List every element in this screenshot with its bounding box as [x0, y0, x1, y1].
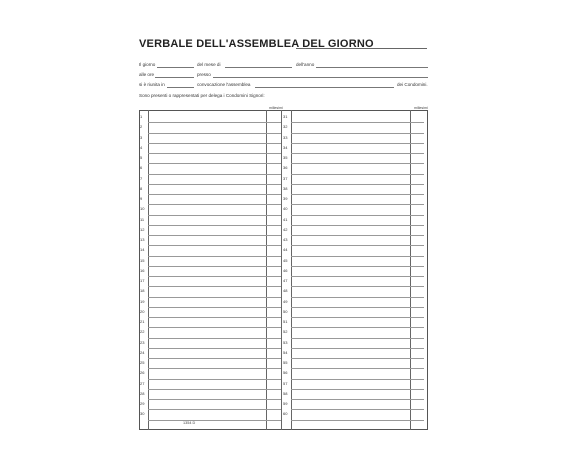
left-name-field[interactable] [148, 379, 266, 380]
right-name-field[interactable] [291, 317, 409, 318]
left-row-number: 13 [140, 237, 145, 242]
left-millesimi-field[interactable] [266, 133, 281, 134]
right-row-number: 38 [283, 185, 288, 191]
left-row-number: 8 [140, 185, 143, 191]
right-row-number: 32 [283, 124, 288, 130]
left-millesimi-field[interactable] [266, 276, 281, 277]
left-name-field[interactable] [148, 358, 266, 359]
left-millesimi-field[interactable] [266, 307, 281, 308]
left-name-field[interactable] [148, 163, 266, 164]
left-row-number: 26 [140, 370, 145, 376]
left-name-field[interactable] [148, 420, 266, 421]
right-millesimi-field[interactable] [409, 266, 424, 267]
right-name-field[interactable] [291, 338, 409, 339]
left-name-field[interactable] [148, 143, 266, 144]
right-row-number: 37 [283, 175, 288, 181]
left-millesimi-field[interactable] [266, 245, 281, 246]
fill-assemblea[interactable] [255, 87, 394, 88]
right-millesimi-field[interactable] [409, 133, 424, 134]
right-millesimi-field[interactable] [409, 368, 424, 369]
right-name-field[interactable] [291, 133, 409, 134]
left-millesimi-field[interactable] [266, 194, 281, 195]
right-millesimi-field[interactable] [409, 143, 424, 144]
left-name-field[interactable] [148, 194, 266, 195]
right-millesimi-field[interactable] [409, 358, 424, 359]
right-row-number: 46 [283, 267, 288, 273]
left-millesimi-field[interactable] [266, 420, 281, 421]
right-name-field[interactable] [291, 225, 409, 226]
left-row-number: 17 [140, 278, 145, 283]
right-millesimi-field[interactable] [409, 317, 424, 318]
fill-presso[interactable] [213, 77, 428, 78]
right-millesimi-field[interactable] [409, 215, 424, 216]
right-millesimi-field[interactable] [409, 256, 424, 257]
right-row-number: 36 [283, 165, 288, 171]
attendance-grid [139, 110, 428, 430]
fill-mese[interactable] [225, 67, 292, 68]
left-millesimi-field[interactable] [266, 317, 281, 318]
grid-divider-line [281, 110, 282, 430]
left-millesimi-field[interactable] [266, 122, 281, 123]
right-name-field[interactable] [291, 163, 409, 164]
left-row-number: 12 [140, 226, 145, 232]
left-millesimi-field[interactable] [266, 153, 281, 154]
left-millesimi-field[interactable] [266, 204, 281, 205]
right-name-field[interactable] [291, 379, 409, 380]
left-row-number: 18 [140, 288, 145, 294]
right-millesimi-field[interactable] [409, 420, 424, 421]
right-row-number: 40 [283, 206, 288, 212]
left-millesimi-field[interactable] [266, 409, 281, 410]
right-row-number: 54 [283, 349, 288, 355]
label-del-mese: del mese di [197, 62, 221, 67]
title-date-fill-line[interactable] [296, 48, 427, 49]
left-row-number: 14 [140, 247, 145, 253]
left-millesimi-field[interactable] [266, 225, 281, 226]
left-millesimi-field[interactable] [266, 379, 281, 380]
left-row-number: 27 [140, 380, 145, 386]
right-row-number: 41 [283, 216, 288, 222]
right-name-field[interactable] [291, 276, 409, 277]
left-row-number: 5 [140, 155, 143, 160]
right-name-field[interactable] [291, 409, 409, 410]
left-millesimi-field[interactable] [266, 215, 281, 216]
left-name-field[interactable] [148, 276, 266, 277]
right-row-number: 44 [283, 247, 288, 253]
left-row-number: 20 [140, 308, 145, 314]
left-row-number: 7 [140, 175, 143, 181]
right-millesimi-field[interactable] [409, 174, 424, 175]
left-row-number: 28 [140, 390, 145, 396]
right-millesimi-field[interactable] [409, 389, 424, 390]
left-name-field[interactable] [148, 307, 266, 308]
left-row-number: 16 [140, 267, 145, 273]
form-code: 1354 D [183, 421, 196, 425]
right-row-number: 47 [283, 278, 288, 283]
right-name-field[interactable] [291, 307, 409, 308]
right-name-field[interactable] [291, 256, 409, 257]
right-name-field[interactable] [291, 143, 409, 144]
left-name-field[interactable] [148, 286, 266, 287]
left-name-field[interactable] [148, 399, 266, 400]
right-name-field[interactable] [291, 122, 409, 123]
label-sono-presenti: Sono presenti o rappresentati per delega i Condomini Signori: [139, 93, 265, 98]
right-row-number: 52 [283, 329, 288, 335]
right-millesimi-field[interactable] [409, 409, 424, 410]
fill-ore[interactable] [155, 77, 194, 78]
right-millesimi-field[interactable] [409, 184, 424, 185]
right-millesimi-field[interactable] [409, 194, 424, 195]
right-millesimi-field[interactable] [409, 379, 424, 380]
left-name-field[interactable] [148, 215, 266, 216]
right-row-number: 33 [283, 134, 288, 140]
left-name-field[interactable] [148, 389, 266, 390]
left-row-number: 15 [140, 257, 145, 263]
form-title: VERBALE DELL'ASSEMBLEA DEL GIORNO [139, 38, 374, 50]
left-millesimi-field[interactable] [266, 338, 281, 339]
left-row-number: 6 [140, 165, 143, 171]
right-row-number: 53 [283, 339, 288, 345]
right-name-field[interactable] [291, 358, 409, 359]
right-name-field[interactable] [291, 245, 409, 246]
right-row-number: 51 [283, 319, 288, 324]
left-name-field[interactable] [148, 338, 266, 339]
left-row-number: 30 [140, 411, 145, 417]
right-name-field[interactable] [291, 286, 409, 287]
right-row-number: 31 [283, 114, 288, 119]
left-millesimi-field[interactable] [266, 174, 281, 175]
left-row-number: 22 [140, 329, 145, 335]
fill-convocazione[interactable] [167, 87, 194, 88]
right-row-number: 42 [283, 226, 288, 232]
right-row-number: 48 [283, 288, 288, 294]
left-millesimi-field[interactable] [266, 143, 281, 144]
right-row-number: 55 [283, 360, 288, 365]
left-millesimi-head: millesimi [269, 106, 283, 110]
right-row-number: 34 [283, 144, 288, 150]
right-millesimi-field[interactable] [409, 235, 424, 236]
left-millesimi-field[interactable] [266, 256, 281, 257]
right-name-field[interactable] [291, 266, 409, 267]
right-row-number: 56 [283, 370, 288, 376]
left-name-field[interactable] [148, 297, 266, 298]
right-name-field[interactable] [291, 348, 409, 349]
grid-divider-line [291, 110, 292, 430]
right-millesimi-field[interactable] [409, 338, 424, 339]
left-name-field[interactable] [148, 245, 266, 246]
grid-divider-line [148, 110, 149, 430]
label-si-e-riunita: si è riunita in [139, 82, 165, 87]
right-millesimi-head: millesimi [414, 106, 428, 110]
left-row-number: 21 [140, 319, 145, 324]
right-millesimi-field[interactable] [409, 245, 424, 246]
right-name-field[interactable] [291, 327, 409, 328]
right-millesimi-field[interactable] [409, 153, 424, 154]
left-name-field[interactable] [148, 368, 266, 369]
left-name-field[interactable] [148, 317, 266, 318]
right-millesimi-field[interactable] [409, 276, 424, 277]
right-name-field[interactable] [291, 420, 409, 421]
right-name-field[interactable] [291, 235, 409, 236]
left-name-field[interactable] [148, 327, 266, 328]
label-dei-condomini: dei Condomini. [397, 82, 428, 87]
right-millesimi-field[interactable] [409, 286, 424, 287]
left-millesimi-field[interactable] [266, 184, 281, 185]
right-row-number: 59 [283, 401, 288, 406]
left-row-number: 19 [140, 298, 145, 304]
label-il-giorno: Il giorno [139, 62, 156, 67]
fill-anno[interactable] [316, 67, 428, 68]
right-row-number: 57 [283, 380, 288, 386]
right-row-number: 49 [283, 298, 288, 304]
left-row-number: 24 [140, 349, 145, 355]
right-millesimi-field[interactable] [409, 348, 424, 349]
label-alle-ore: alle ore [139, 72, 155, 77]
left-row-number: 29 [140, 401, 145, 406]
right-name-field[interactable] [291, 184, 409, 185]
right-millesimi-field[interactable] [409, 297, 424, 298]
left-row-number: 9 [140, 196, 143, 201]
left-row-number: 23 [140, 339, 145, 345]
right-name-field[interactable] [291, 297, 409, 298]
right-row-number: 35 [283, 155, 288, 160]
left-name-field[interactable] [148, 348, 266, 349]
right-name-field[interactable] [291, 194, 409, 195]
left-name-field[interactable] [148, 133, 266, 134]
left-row-number: 10 [140, 206, 145, 212]
right-millesimi-field[interactable] [409, 399, 424, 400]
right-name-field[interactable] [291, 389, 409, 390]
left-millesimi-field[interactable] [266, 399, 281, 400]
left-row-number: 3 [140, 134, 143, 140]
right-millesimi-field[interactable] [409, 327, 424, 328]
left-row-number: 25 [140, 360, 145, 365]
left-millesimi-field[interactable] [266, 327, 281, 328]
right-row-number: 39 [283, 196, 288, 201]
left-millesimi-field[interactable] [266, 286, 281, 287]
right-row-number: 58 [283, 390, 288, 396]
right-name-field[interactable] [291, 399, 409, 400]
left-name-field[interactable] [148, 204, 266, 205]
left-row-number: 1 [140, 114, 143, 119]
label-convocazione: convocazione l'assemblea [197, 82, 251, 87]
left-millesimi-field[interactable] [266, 348, 281, 349]
right-row-number: 43 [283, 237, 288, 242]
left-name-field[interactable] [148, 153, 266, 154]
left-millesimi-field[interactable] [266, 235, 281, 236]
right-row-number: 60 [283, 411, 288, 417]
left-millesimi-field[interactable] [266, 389, 281, 390]
left-name-field[interactable] [148, 225, 266, 226]
left-millesimi-field[interactable] [266, 358, 281, 359]
right-millesimi-field[interactable] [409, 122, 424, 123]
left-row-number: 4 [140, 144, 143, 150]
left-row-number: 2 [140, 124, 143, 130]
label-presso: presso [197, 72, 211, 77]
left-millesimi-field[interactable] [266, 266, 281, 267]
left-name-field[interactable] [148, 174, 266, 175]
grid-divider-line [410, 110, 411, 430]
grid-divider-line [266, 110, 267, 430]
right-row-number: 50 [283, 308, 288, 314]
right-millesimi-field[interactable] [409, 204, 424, 205]
right-name-field[interactable] [291, 215, 409, 216]
left-name-field[interactable] [148, 256, 266, 257]
left-millesimi-field[interactable] [266, 368, 281, 369]
right-name-field[interactable] [291, 153, 409, 154]
right-name-field[interactable] [291, 174, 409, 175]
left-millesimi-field[interactable] [266, 297, 281, 298]
right-name-field[interactable] [291, 204, 409, 205]
left-name-field[interactable] [148, 409, 266, 410]
left-millesimi-field[interactable] [266, 163, 281, 164]
left-name-field[interactable] [148, 122, 266, 123]
right-millesimi-field[interactable] [409, 163, 424, 164]
right-name-field[interactable] [291, 368, 409, 369]
left-row-number: 11 [140, 216, 145, 222]
left-name-field[interactable] [148, 235, 266, 236]
fill-giorno[interactable] [157, 67, 194, 68]
left-name-field[interactable] [148, 266, 266, 267]
label-dell-anno: dell'anno [296, 62, 315, 67]
right-millesimi-field[interactable] [409, 307, 424, 308]
left-name-field[interactable] [148, 184, 266, 185]
right-millesimi-field[interactable] [409, 225, 424, 226]
right-row-number: 45 [283, 257, 288, 263]
